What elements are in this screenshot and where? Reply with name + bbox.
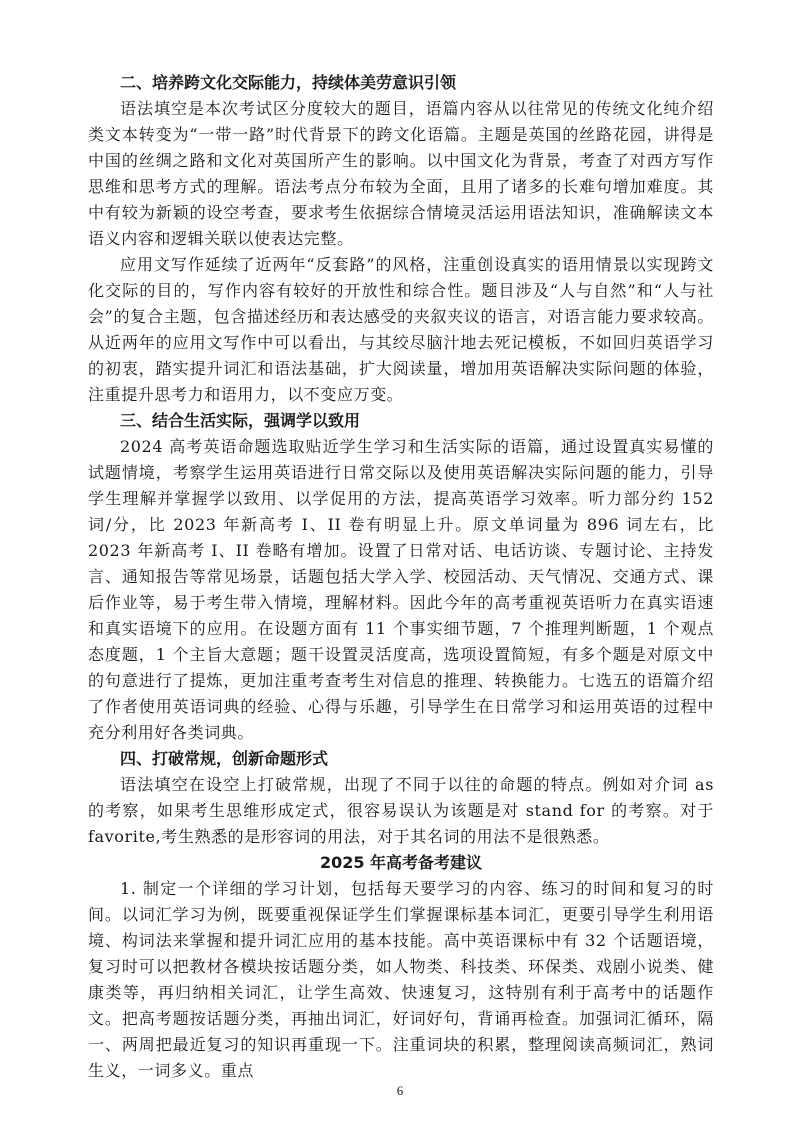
paragraph-study-plan: 1. 制定一个详细的学习计划，包括每天要学习的内容、练习的时间和复习的时间。以词汇学习为例，既要重视保证学生们掌握课标基本词汇，更要引导学生利用语境、构词法来掌握和提升词汇应用的基本技能。高中英语课标中有 32 个话题语境，复习时可以把教材各模块按话题分类，如人物类、科技类、环保类、戏剧小说类、健康类等，再归纳相关词汇，让学生高效、快速复习，这特别有利于高考中的话题作文。把高考题按话题分类，再抽出词汇，好词好句，背诵再检查。加强词汇循环，隔一、两周把最近复习的知识再重现一下。注重词块的积累，整理阅读高频词汇，熟词生义，一词多义。重点 xyxy=(88,879,714,1080)
paragraph-listening: 2024 高考英语命题选取贴近学生学习和生活实际的语篇，通过设置真实易懂的试题情境，考察学生运用英语进行日常交际以及使用英语解决实际问题的能力，引导学生理解并掌握学以致用、以学促用的方法，提高英语学习效率。听力部分约 152 词/分，比 2023 年新高考 I、II 卷有明显上升。原文单词量为 896 词左右，比 2023 年新高考 I、II 卷略有增加。设置了日常对话、电话访谈、专题讨论、主持发言、通知报告等常见场景，话题包括大学入学、校园活动、天气情况、交通方式、课后作业等，易于考生带入情境，理解材料。因此今年的高考重视英语听力在真实语速和真实语境下的应用。在设题方面有 11 个事实细节题，7 个推理判断题，1 个观点态度题，1 个主旨大意题；题干设置灵活度高，选项设置简短，有多个题是对原文中的句意进行了提炼，更加注重考查考生对信息的推理、转换能力。七选五的语篇介绍了作者使用英语词典的经验、心得与乐趣，引导学生在日常学习和运用英语的过程中充分利用好各类词典。 xyxy=(88,437,714,742)
section-heading-2: 二、培养跨文化交际能力，持续体美劳意识引领 xyxy=(120,73,457,92)
section-heading-3: 三、结合生活实际，强调学以致用 xyxy=(120,411,361,430)
page-number: 6 xyxy=(396,1083,404,1098)
paragraph-practical-writing: 应用文写作延续了近两年“反套路”的风格，注重创设真实的语用情景以实现跨文化交际的目的，写作内容有较好的开放性和综合性。题目涉及“人与自然”和“人与社会”的复合主题，包含描述经历和表达感受的夹叙夹议的语言，对语言能力要求较高。从近两年的应用文写作中可以看出，与其绞尽脑汁地去死记模板，不如回归英语学习的初衷，踏实提升词汇和语法基础，扩大阅读量，增加用英语解决实际问题的体验，注重提升思考力和语用力，以不变应万变。 xyxy=(88,255,714,404)
paragraph-grammar-fill: 语法填空是本次考试区分度较大的题目，语篇内容从以往常见的传统文化纯介绍类文本转变为“一带一路”时代背景下的跨文化语篇。主题是英国的丝路花园，讲得是中国的丝绸之路和文化对英国所产生的影响。以中国文化为背景，考查了对西方写作思维和思考方式的理解。语法考点分布较为全面，且用了诸多的长难句增加难度。其中有较为新颖的设空考查，要求考生依据综合情境灵活运用语法知识，准确解读文本语义内容和逻辑关联以使表达完整。 xyxy=(88,99,714,248)
section-heading-4: 四、打破常规，创新命题形式 xyxy=(120,749,329,768)
page-content xyxy=(88,70,714,1084)
advice-title: 2025 年高考备考建议 xyxy=(319,853,483,872)
paragraph-innovation: 语法填空在设空上打破常规，出现了不同于以往的命题的特点。例如对介词 as 的考察，如果考生思维形成定式，很容易误认为该题是对 stand for 的考察。对于 favorite,考生熟悉的是形容词的用法，对于其名词的用法不是很熟悉。 xyxy=(88,775,714,846)
